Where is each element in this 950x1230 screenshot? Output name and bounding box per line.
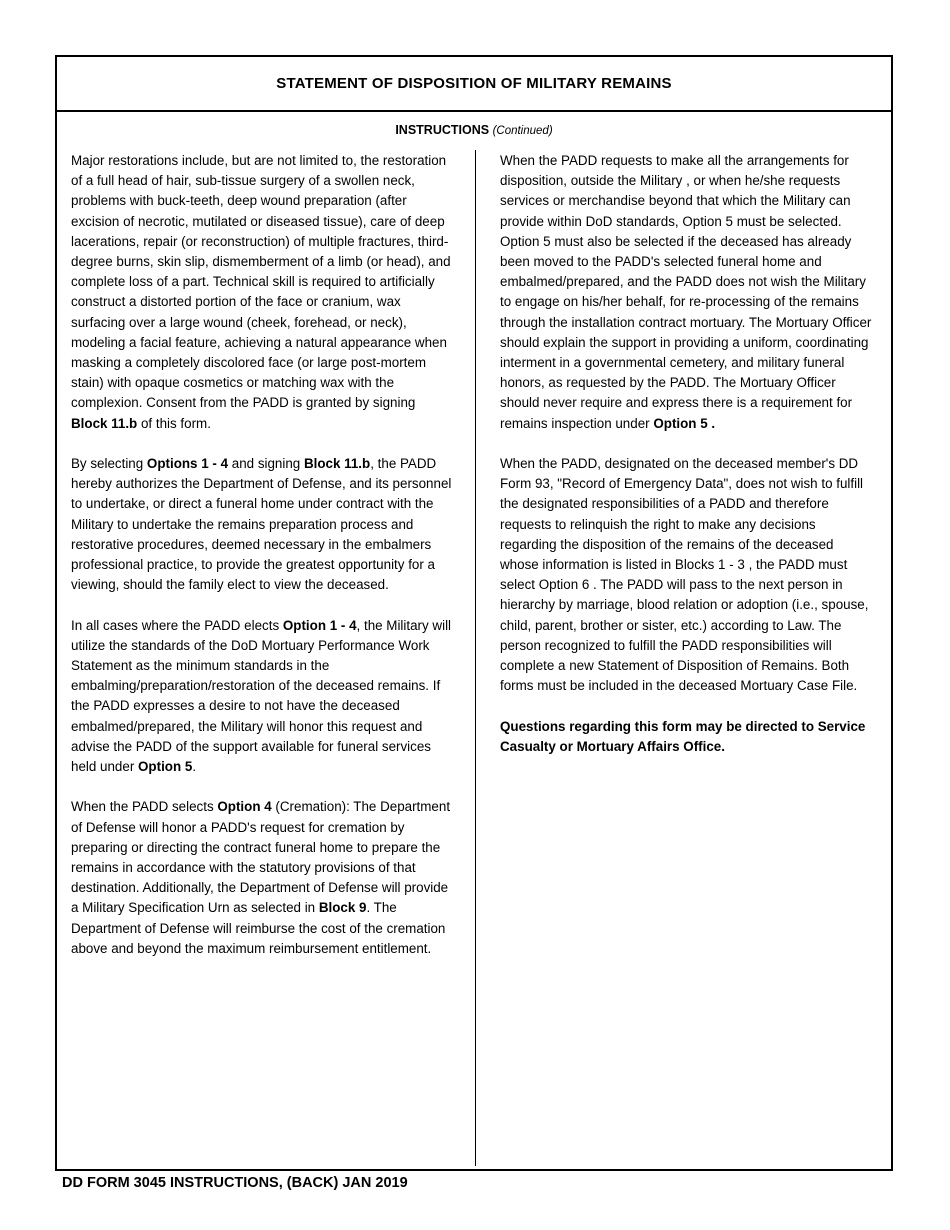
text-run: (Cremation): The Department of Defense will honor a PADD's request for cremation by preparing or directing the contract funeral home to prepare the remains in accordance with the statutory provisions of that destination. Additionally, the Department of Defense will provide a Military Specification Urn as selected in — [71, 799, 451, 916]
text-run: Major restorations include, but are not limited to, the restoration of a full head of hair, sub-tissue surgery of a swollen neck, problems with buck-teeth, deep wound preparation (after excision of necrotic, mutilated or diseased tissue), care of deep lacerations, repair (or reconstruction) of multiple fractures, third-degree burns, skin slip, dismemberment of a limb (or head), and complete loss of a part. Technical skill is required to artificially construct a distorted portion of the face or cranium, wax surfacing over a large wound (cheek, forehead, or neck), modeling a facial feature, achieving a natural appearance when masking a completely discolored face (or large post-mortem stain) with opaque cosmetics or matching wax with the complexion. Consent from the PADD is granted by signing — [71, 153, 451, 411]
text-run: When the PADD selects — [71, 799, 218, 815]
paragraph-cremation — [71, 797, 453, 959]
paragraph-option-5 — [500, 151, 874, 434]
instructions-continued: (Continued) — [492, 125, 553, 137]
form-footer: DD FORM 3045 INSTRUCTIONS, (BACK) JAN 2019 — [62, 1175, 408, 1191]
left-column — [71, 151, 453, 979]
form-frame — [55, 55, 893, 1171]
text-run-bold: Option 4 — [217, 799, 272, 815]
text-run: . — [192, 759, 197, 775]
instructions-label: INSTRUCTIONS — [395, 123, 490, 137]
text-run-bold: Option 5 — [138, 759, 193, 775]
text-run-bold: Block 11.b — [303, 456, 371, 472]
text-run: of this form. — [137, 415, 211, 431]
paragraph-major-restorations — [71, 151, 453, 434]
text-run-bold: Block 11.b — [71, 415, 138, 431]
paragraph-options-1-4 — [71, 454, 453, 595]
form-title: STATEMENT OF DISPOSITION OF MILITARY REMAINS — [57, 57, 891, 112]
right-column — [500, 151, 874, 777]
text-run: , the Military will utilize the standards of the DoD Mortuary Performance Work Statement as the minimum standards in the embalming/preparation/restoration of the deceased remains. If the PADD expresses a desire to not have the deceased embalmed/prepared, the Military will honor this request and advise the PADD of the support available for funeral services held under — [71, 617, 452, 775]
paragraph-option-6 — [500, 454, 874, 696]
text-run-bold: Questions regarding this form may be directed to Service Casualty or Mortuary Affairs Office. — [500, 718, 866, 754]
text-run: , the PADD hereby authorizes the Department of Defense, and its personnel to undertake, or direct a funeral home under contract with the Military to undertake the remains preparation process and restorative procedures, deemed necessary in the embalmers professional practice, to provide the greatest opportunity for a viewing, should the family elect to view the deceased. — [71, 456, 452, 593]
text-run-bold: Block 9 — [318, 900, 367, 916]
text-run-bold: Option 5 . — [653, 415, 716, 431]
text-run: . The Department of Defense will reimburse the cost of the cremation above and beyond the maximum reimbursement entitlement. — [71, 900, 446, 956]
text-run-bold: Options 1 - 4 — [146, 456, 229, 472]
text-run: By selecting — [71, 456, 147, 472]
text-run: When the PADD requests to make all the arrangements for disposition, outside the Military , or when he/she requests services or merchandise beyond that which the Military can provide within DoD standards, Option 5 must be selected. Option 5 must also be selected if the deceased has already been moved to the PADD's selected funeral home and embalmed/prepared, and the PADD does not wish the Military to engage on his/her behalf, for re-processing of the remains through the installation contract mortuary. The Mortuary Officer should explain the support in providing a uniform, coordinating interment in a governmental cemetery, and military funeral honors, as requested by the PADD. The Mortuary Officer should never require and express there is a requirement for remains inspection under — [500, 153, 872, 431]
paragraph-mortuary-standards — [71, 616, 453, 778]
instructions-heading — [57, 123, 891, 137]
column-divider — [475, 150, 476, 1166]
text-run-bold: Option 1 - 4 — [282, 617, 357, 633]
text-run: and signing — [228, 456, 304, 472]
paragraph-questions — [500, 717, 874, 757]
text-run: When the PADD, designated on the deceased member's DD Form 93, "Record of Emergency Data", does not wish to fulfill the designated responsibilities of a PADD and therefore requests to relinquish the right to make any decisions regarding the disposition of the remains of the deceased whose information is listed in Blocks 1 - 3 , the PADD must select Option 6 . The PADD will pass to the next person in hierarchy by marriage, blood relation or adoption (i.e., spouse, child, parent, brother or sister, etc.) according to Law. The person recognized to fulfill the PADD responsibilities will complete a new Statement of Disposition of Remains. Both forms must be included in the deceased Mortuary Case File. — [500, 456, 869, 694]
text-run: In all cases where the PADD elects — [71, 617, 283, 633]
